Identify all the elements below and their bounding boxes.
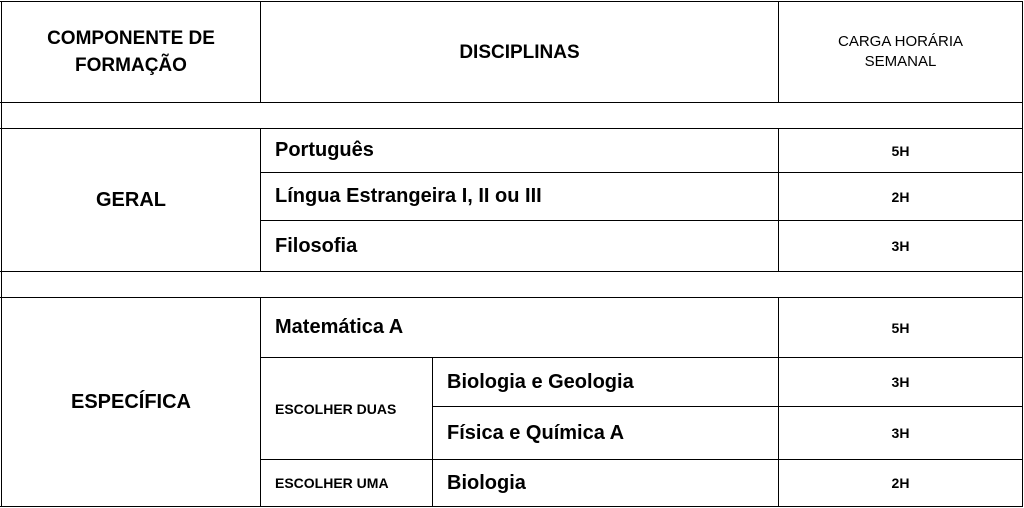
- hours-cell: 3H: [891, 238, 910, 254]
- component-geral: GERAL: [96, 188, 166, 211]
- row-divider: [0, 102, 1023, 103]
- subject-cell: Português: [275, 139, 374, 161]
- hours-cell: 2H: [891, 475, 910, 491]
- subject-cell: Física e Química A: [447, 421, 625, 444]
- choose-two-label: ESCOLHER DUAS: [275, 400, 397, 417]
- header-component-line1: COMPONENTE DE: [47, 28, 215, 49]
- hours-cell: 3H: [891, 425, 910, 441]
- hours-cell: 5H: [891, 319, 910, 336]
- subject-cell: Biologia e Geologia: [447, 370, 634, 393]
- header-hours-line1: CARGA HORÁRIA: [837, 33, 964, 50]
- component-especifica: ESPECÍFICA: [70, 390, 192, 413]
- header-disciplines: DISCIPLINAS: [459, 41, 580, 63]
- header-component: [2, 2, 260, 102]
- subject-cell: Filosofia: [275, 234, 358, 257]
- table-border-bottom: [0, 506, 1023, 507]
- row-divider: [0, 271, 1023, 272]
- hours-cell: 5H: [891, 142, 910, 159]
- header-hours-line2: SEMANAL: [864, 53, 937, 70]
- header-component-line2: FORMAÇÃO: [75, 55, 187, 76]
- hours-cell: 2H: [891, 188, 910, 205]
- hours-cell: 3H: [891, 374, 910, 390]
- subject-cell: Biologia: [447, 471, 526, 494]
- subject-cell: Língua Estrangeira I, II ou III: [275, 185, 542, 207]
- subject-cell: Matemática A: [275, 316, 404, 338]
- header-hours: [779, 2, 1022, 102]
- choose-one-label: ESCOLHER UMA: [275, 475, 389, 491]
- table-border-right: [1022, 1, 1023, 507]
